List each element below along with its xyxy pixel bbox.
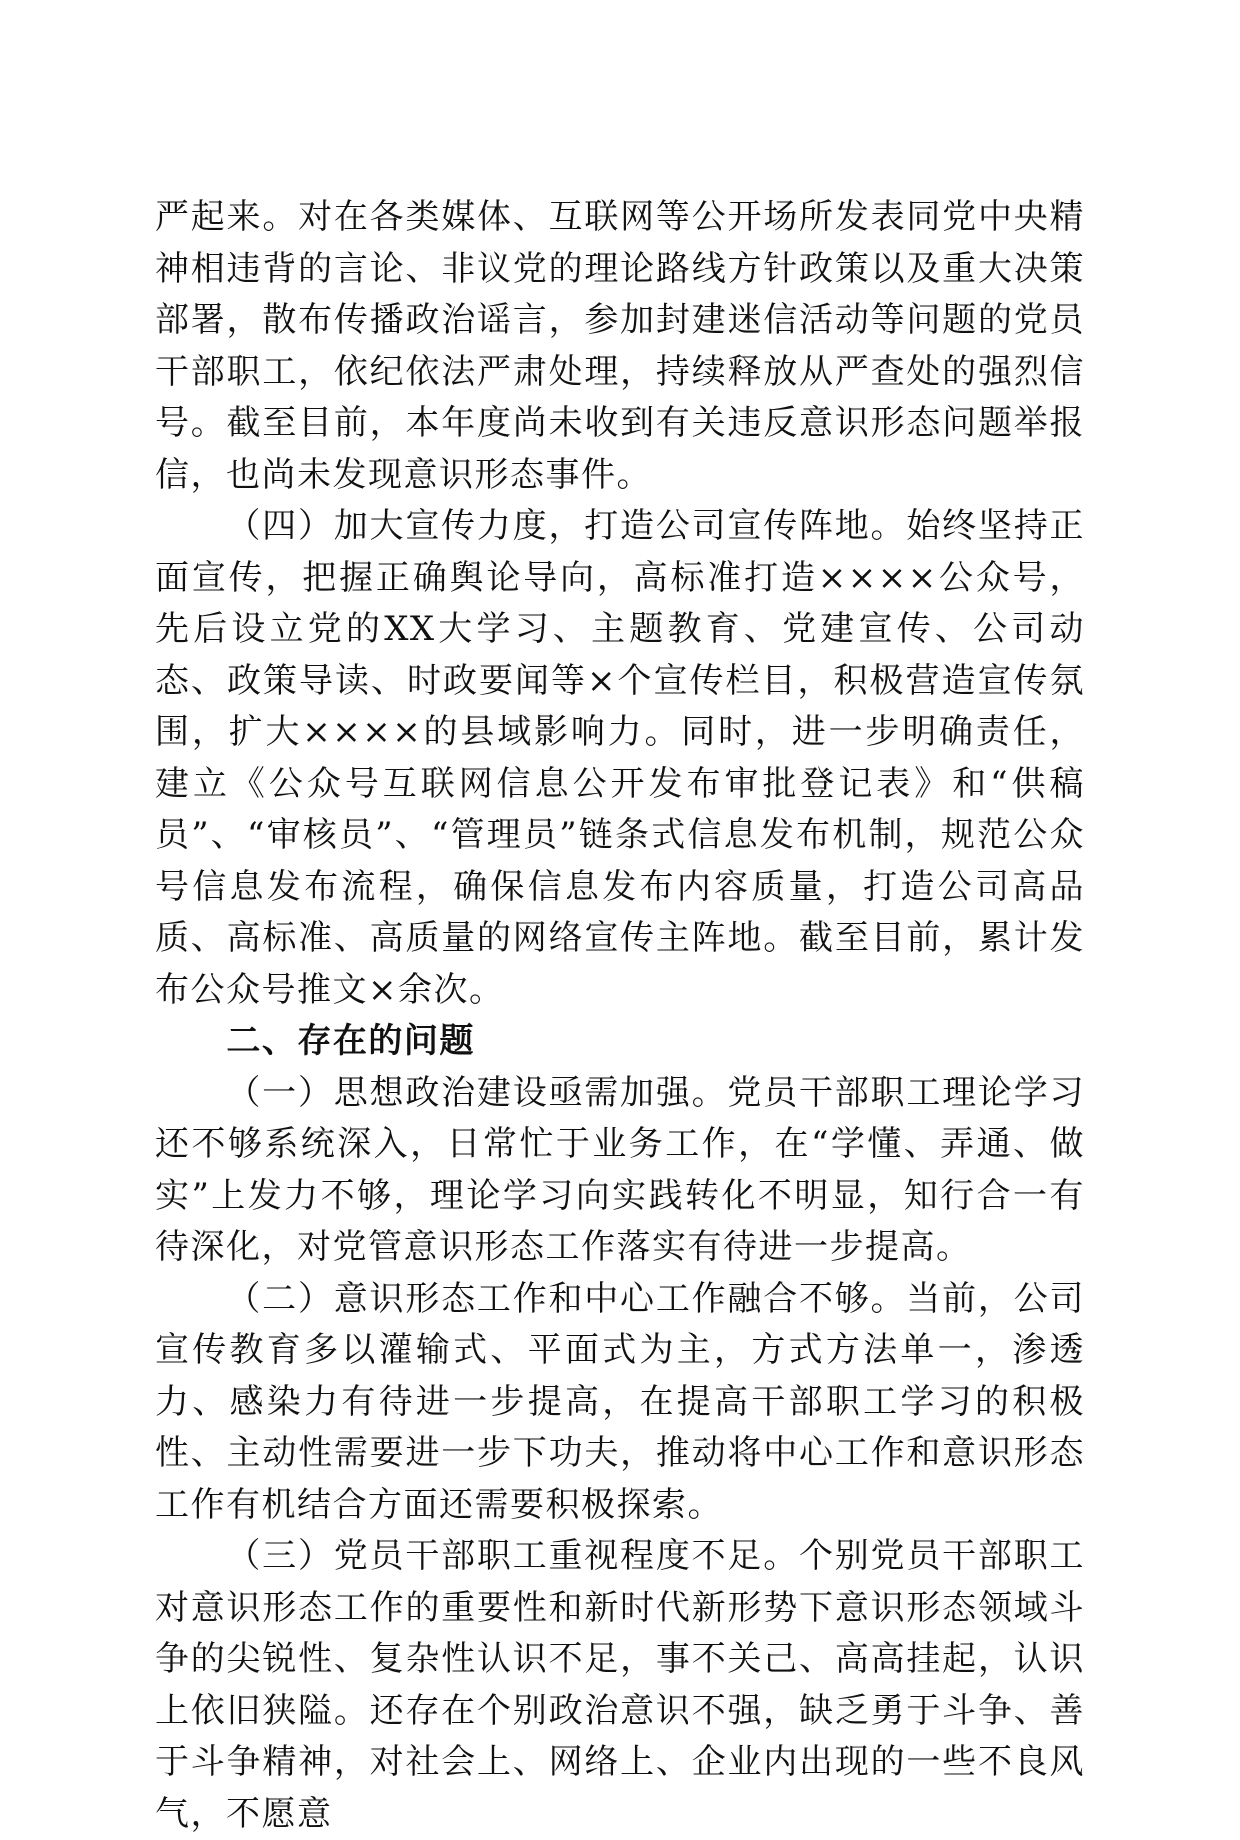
section-heading-problems: 二、存在的问题	[226, 1021, 475, 1061]
document-body	[155, 192, 1085, 1840]
paragraph-problem-1: （一）思想政治建设亟需加强。党员干部职工理论学习还不够系统深入，日常忙于业务工作，在“学懂、弄通、做实”上发力不够，理论学习向实践转化不明显，知行合一有待深化，对党管意识形态工作落实有待进一步提高。	[155, 1072, 1085, 1267]
paragraph-problem-3: （三）党员干部职工重视程度不足。个别党员干部职工对意识形态工作的重要性和新时代新形势下意识形态领域斗争的尖锐性、复杂性认识不足，事不关己、高高挂起，认识上依旧狭隘。还存在个别政治意识不强，缺乏勇于斗争、善于斗争精神，对社会上、网络上、企业内出现的一些不良风气，不愿意	[155, 1536, 1085, 1834]
paragraph-problem-2: （二）意识形态工作和中心工作融合不够。当前，公司宣传教育多以灌输式、平面式为主，方式方法单一，渗透力、感染力有待进一步提高，在提高干部职工学习的积极性、主动性需要进一步下功夫，推动将中心工作和意识形态工作有机结合方面还需要积极探索。	[155, 1278, 1085, 1525]
paragraph-continuation: 严起来。对在各类媒体、互联网等公开场所发表同党中央精神相违背的言论、非议党的理论路线方针政策以及重大决策部署，散布传播政治谣言，参加封建迷信活动等问题的党员干部职工，依纪依法严肃处理，持续释放从严查处的强烈信号。截至目前，本年度尚未收到有关违反意识形态问题举报信，也尚未发现意识形态事件。	[155, 197, 1085, 495]
paragraph-publicity: （四）加大宣传力度，打造公司宣传阵地。始终坚持正面宣传，把握正确舆论导向，高标准打造××××公众号，先后设立党的XX大学习、主题教育、党建宣传、公司动态、政策导读、时政要闻等×个宣传栏目，积极营造宣传氛围，扩大××××的县域影响力。同时，进一步明确责任，建立《公众号互联网信息公开发布审批登记表》和“供稿员”、“审核员”、“管理员”链条式信息发布机制，规范公众号信息发布流程，确保信息发布内容质量，打造公司高品质、高标准、高质量的网络宣传主阵地。截至目前，累计发布公众号推文×余次。	[155, 506, 1085, 1010]
